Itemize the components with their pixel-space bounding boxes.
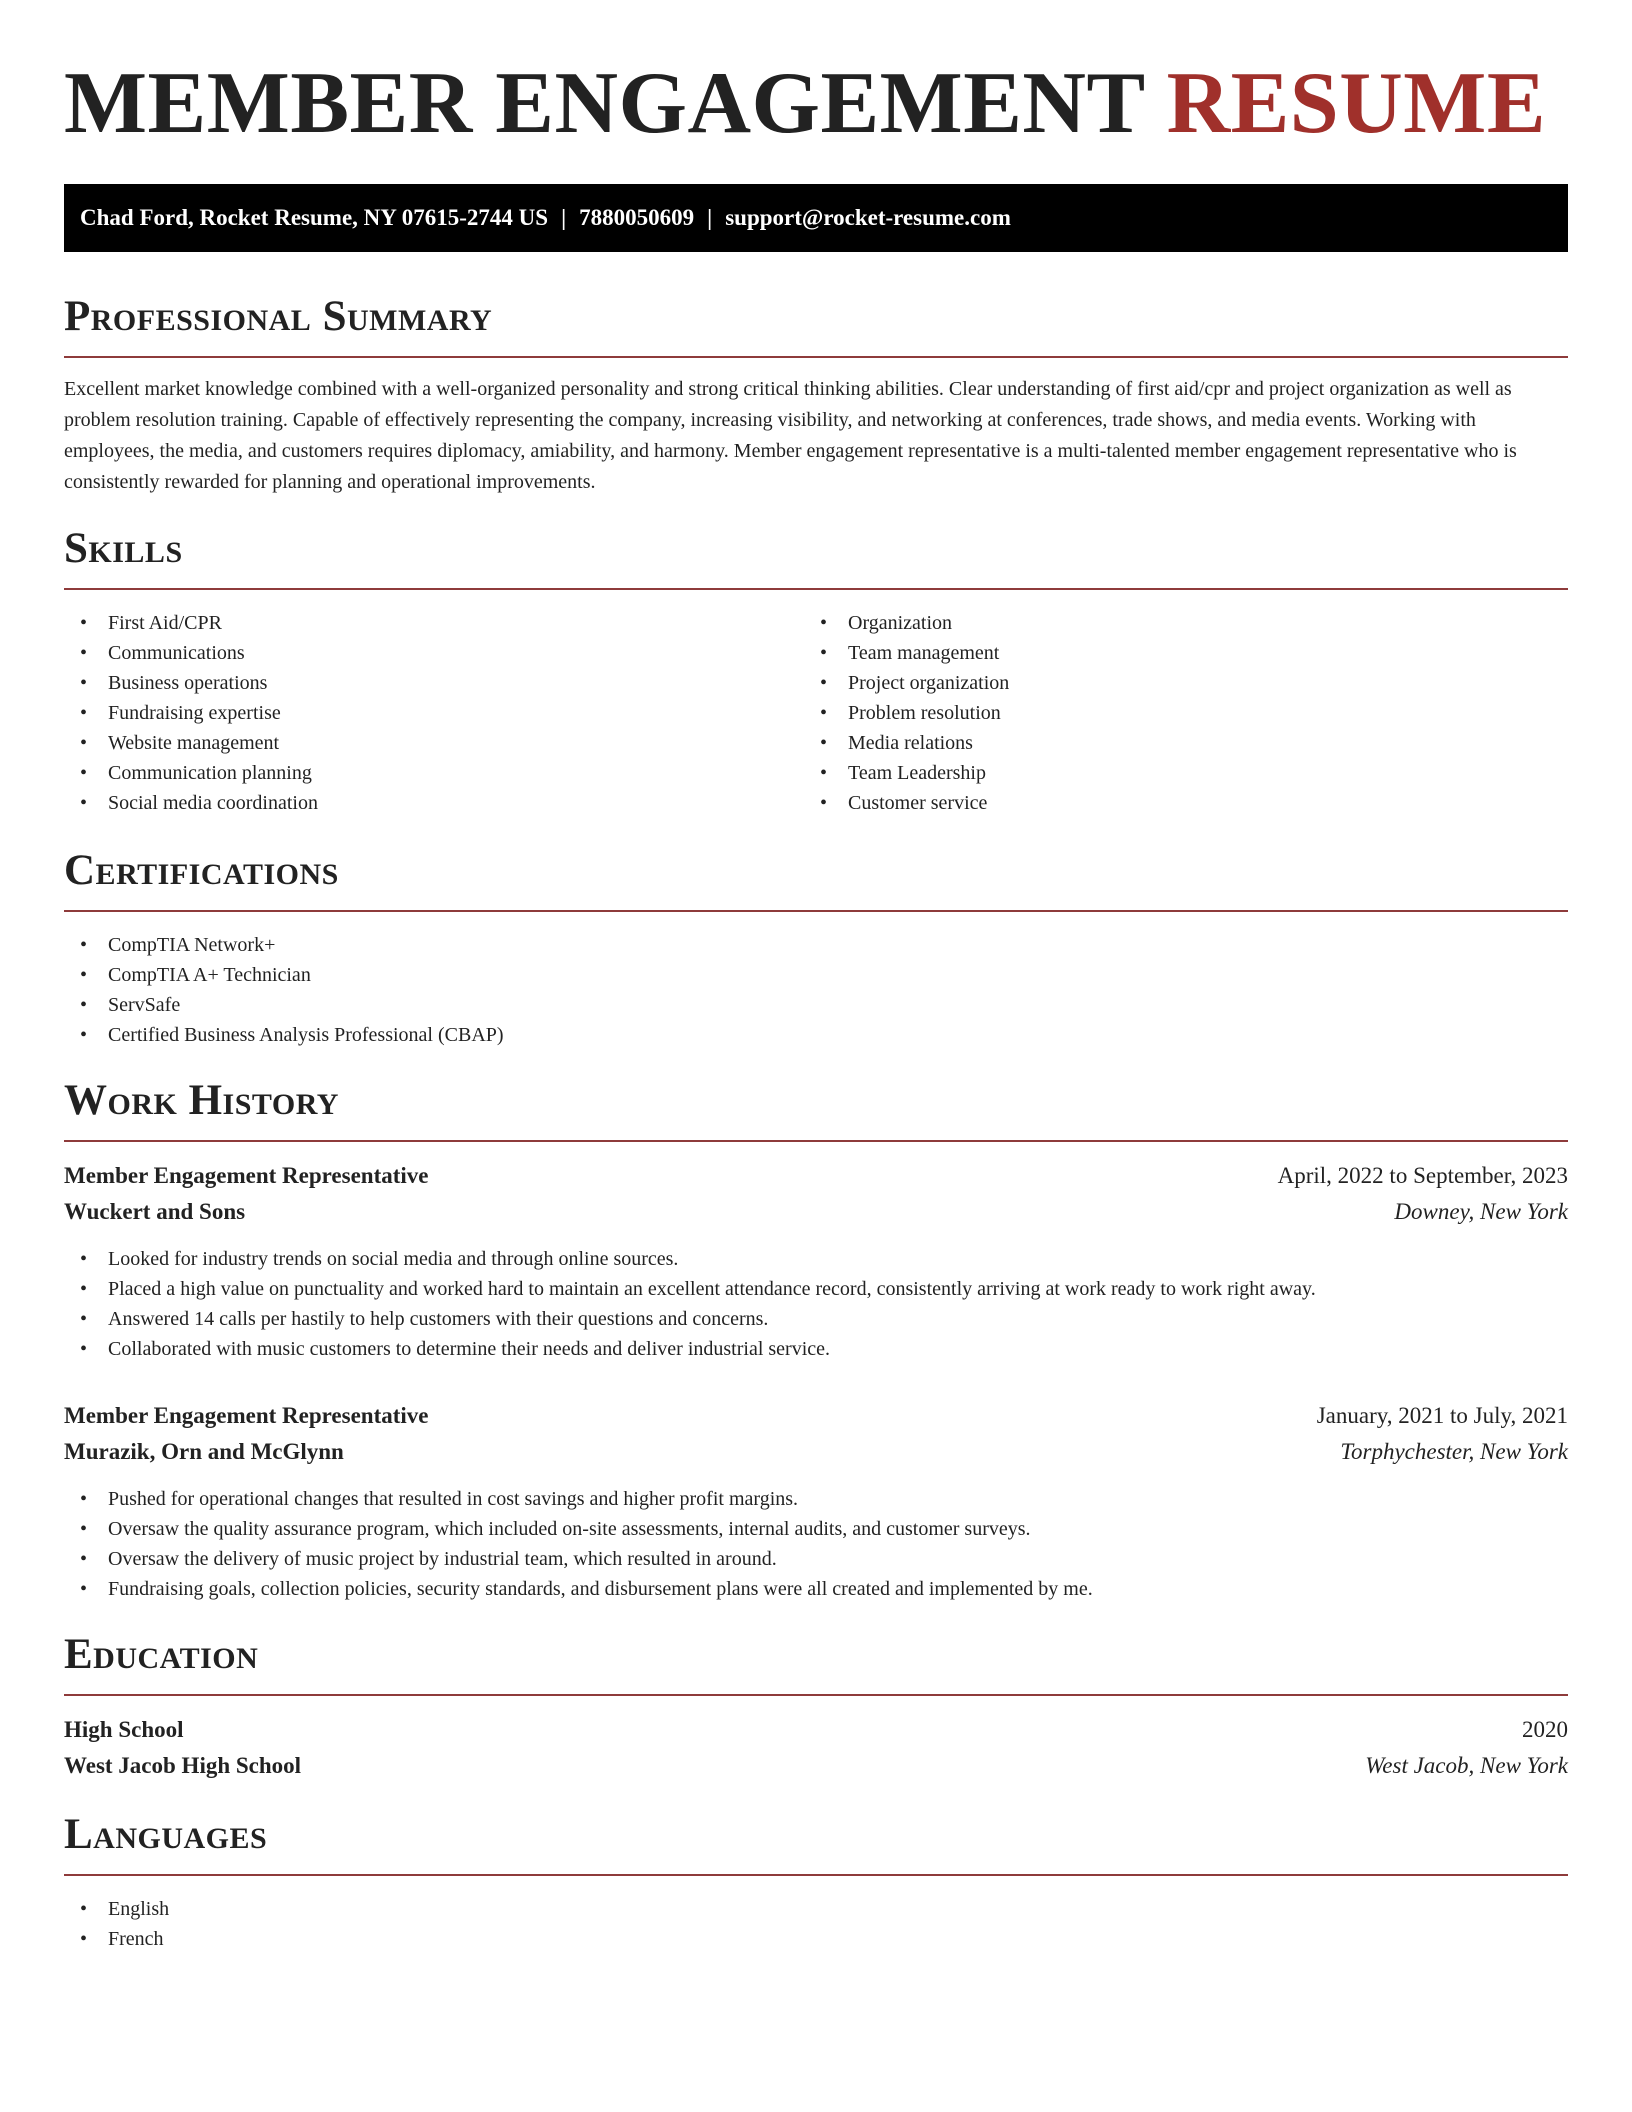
- skill-item: • Communication planning: [64, 758, 804, 788]
- job-title: Member Engagement Representative: [64, 1403, 429, 1428]
- education-section: [64, 1630, 1568, 1784]
- certification-item: • ServSafe: [64, 990, 1568, 1020]
- skills-grid: [64, 608, 1568, 818]
- certification-item: • CompTIA A+ Technician: [64, 960, 1568, 990]
- work-history-heading: Work History: [64, 1077, 339, 1124]
- education-degree: High School: [64, 1717, 184, 1742]
- job-bullet: • Pushed for operational changes that resulted in cost savings and higher profit margins.: [64, 1484, 1568, 1514]
- job-bullet: • Placed a high value on punctuality and worked hard to maintain an excellent attendance record, consistently arriving at work ready to work right away.: [64, 1274, 1568, 1304]
- job-header-row: [64, 1398, 1568, 1434]
- job-bullet: • Fundraising goals, collection policies, security standards, and disbursement plans were all created and implemented by me.: [64, 1574, 1568, 1604]
- title-main: MEMBER ENGAGEMENT: [64, 55, 1145, 152]
- language-item: • English: [64, 1894, 1568, 1924]
- skill-item: • Organization: [804, 608, 1544, 638]
- section-divider: [64, 1140, 1568, 1142]
- job-bullets: [64, 1244, 1568, 1364]
- skill-item: • Team management: [804, 638, 1544, 668]
- summary-section: [64, 292, 1568, 498]
- contact-address: Chad Ford, Rocket Resume, NY 07615-2744 US: [80, 205, 549, 230]
- education-school: West Jacob High School: [64, 1753, 302, 1778]
- section-divider: [64, 1694, 1568, 1696]
- job-bullets: [64, 1484, 1568, 1604]
- skill-item: • Team Leadership: [804, 758, 1544, 788]
- job-location: Torphychester, New York: [1340, 1439, 1568, 1464]
- education-year: 2020: [1522, 1717, 1568, 1742]
- skill-item: • Customer service: [804, 788, 1544, 818]
- job-title: Member Engagement Representative: [64, 1163, 429, 1188]
- summary-text: Excellent market knowledge combined with a well-organized personality and strong critical thinking abilities. Clear understanding of first aid/cpr and project organization as well as problem resolution training. Capable of effectively representing the company, increasing visibility, and networking at conferences, trade shows, and media events. Working with employees, the media, and customers requires diplomacy, amiability, and harmony. Member engagement representative is a multi-talented member engagement representative who is consistently rewarded for planning and operational improvements.: [64, 378, 1517, 493]
- job-entry: [64, 1398, 1568, 1604]
- resume-title: [64, 55, 1568, 152]
- job-bullet: • Looked for industry trends on social media and through online sources.: [64, 1244, 1568, 1274]
- education-location: West Jacob, New York: [1365, 1753, 1568, 1778]
- education-entry: [64, 1712, 1568, 1784]
- skill-item: • Media relations: [804, 728, 1544, 758]
- resume-page: [64, 0, 1568, 1954]
- education-header-row: [64, 1712, 1568, 1748]
- skill-item: • Website management: [64, 728, 804, 758]
- job-header-row: [64, 1158, 1568, 1194]
- skill-item: • Project organization: [804, 668, 1544, 698]
- work-history-section: [64, 1076, 1568, 1604]
- skill-item: • First Aid/CPR: [64, 608, 804, 638]
- skill-item: • Fundraising expertise: [64, 698, 804, 728]
- contact-phone: 7880050609: [579, 205, 695, 230]
- job-dates: April, 2022 to September, 2023: [1277, 1163, 1568, 1188]
- job-location: Downey, New York: [1394, 1199, 1568, 1224]
- skills-heading: Skills: [64, 525, 183, 572]
- certifications-list: [64, 930, 1568, 1050]
- skill-item: • Communications: [64, 638, 804, 668]
- contact-bar: [64, 184, 1568, 252]
- skill-item: • Social media coordination: [64, 788, 804, 818]
- skill-item: • Problem resolution: [804, 698, 1544, 728]
- job-company-row: [64, 1434, 1568, 1470]
- section-divider: [64, 356, 1568, 358]
- certifications-heading: Certifications: [64, 847, 339, 894]
- job-entry: [64, 1158, 1568, 1364]
- section-divider: [64, 910, 1568, 912]
- skills-list-left: [64, 608, 804, 818]
- job-bullet: • Answered 14 calls per hastily to help customers with their questions and concerns.: [64, 1304, 1568, 1334]
- contact-separator: |: [561, 205, 567, 230]
- certification-item: • Certified Business Analysis Professional (CBAP): [64, 1020, 1568, 1050]
- section-divider: [64, 588, 1568, 590]
- section-divider: [64, 1874, 1568, 1876]
- education-school-row: [64, 1748, 1568, 1784]
- languages-heading: Languages: [64, 1811, 268, 1858]
- job-dates: January, 2021 to July, 2021: [1316, 1403, 1568, 1428]
- skill-item: • Business operations: [64, 668, 804, 698]
- job-bullet: • Collaborated with music customers to determine their needs and deliver industrial service.: [64, 1334, 1568, 1364]
- job-bullet: • Oversaw the quality assurance program, which included on-site assessments, internal audits, and customer surveys.: [64, 1514, 1568, 1544]
- languages-section: [64, 1810, 1568, 1954]
- language-item: • French: [64, 1924, 1568, 1954]
- title-accent: RESUME: [1166, 55, 1547, 152]
- certifications-section: [64, 846, 1568, 1050]
- education-heading: Education: [64, 1631, 259, 1678]
- skills-list-right: [804, 608, 1544, 818]
- summary-heading: Professional Summary: [64, 293, 493, 340]
- job-company: Wuckert and Sons: [64, 1199, 246, 1224]
- job-bullet: • Oversaw the delivery of music project by industrial team, which resulted in around.: [64, 1544, 1568, 1574]
- contact-separator: |: [707, 205, 713, 230]
- contact-email[interactable]: support@rocket-resume.com: [725, 205, 1011, 230]
- languages-list: [64, 1894, 1568, 1954]
- skills-section: [64, 524, 1568, 818]
- certification-item: • CompTIA Network+: [64, 930, 1568, 960]
- job-company: Murazik, Orn and McGlynn: [64, 1439, 344, 1464]
- job-company-row: [64, 1194, 1568, 1230]
